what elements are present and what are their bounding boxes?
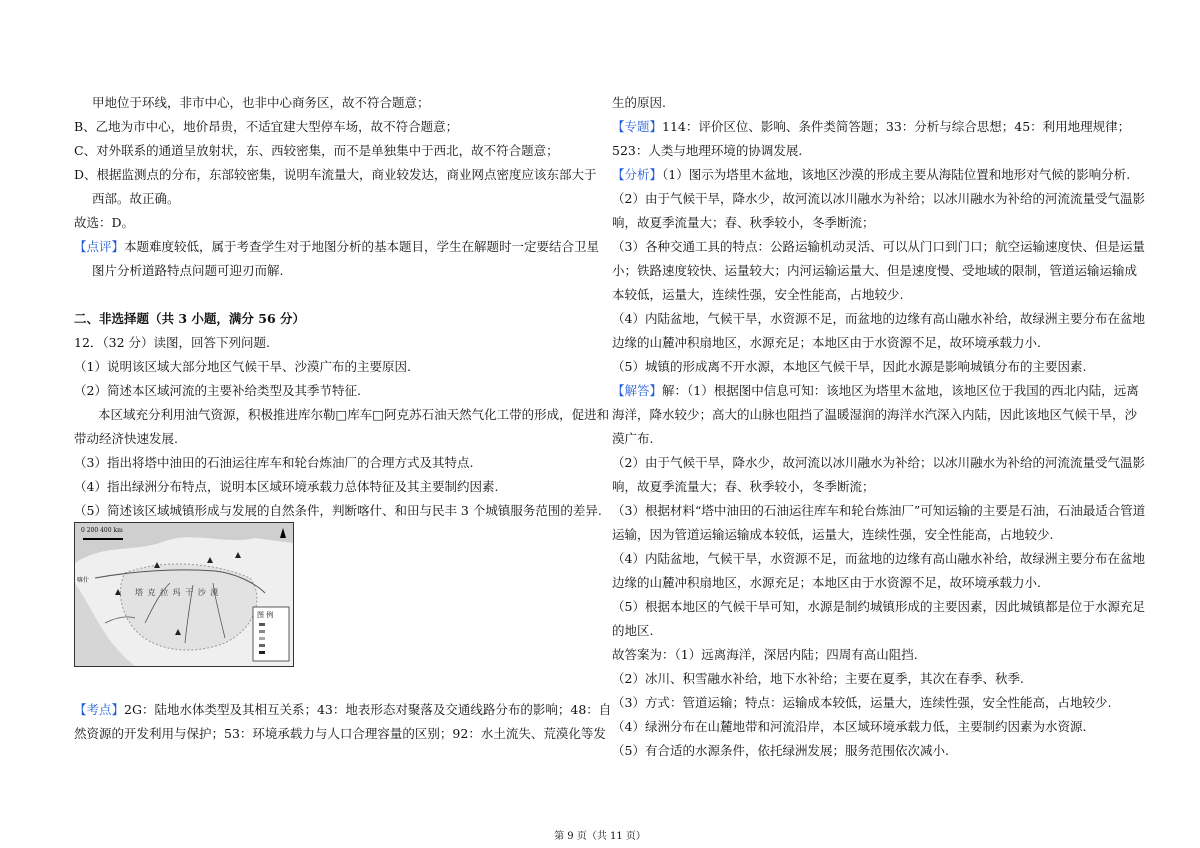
material-line1: 本区域充分利用油气资源，积极推进库尔勒□库车□阿克苏石油天然气化工带的形成，促进和 xyxy=(98,407,610,422)
material-line2: 带动经济快速发展. xyxy=(74,431,178,446)
kaodian-line1 xyxy=(74,702,611,718)
question-12-5: （5）简述该区域城镇形成与发展的自然条件，判断喀什、和田与民丰 3 个城镇服务范围的差异. xyxy=(74,503,602,518)
jieda-1c: 漠广布. xyxy=(612,431,654,446)
jieda-1b: 海洋，降水较少；高大的山脉也阻挡了温暖湿润的海洋水汽深入内陆，因此该地区气候干旱，沙 xyxy=(612,407,1138,422)
section-heading: 二、非选择题（共 3 小题，满分 56 分） xyxy=(74,311,306,326)
jieda-3b: 运输，因为管道运输运输成本较低，运量大，连续性强，安全性能高，占地较少. xyxy=(612,527,1054,542)
question-12: 12．（32 分）读图，回答下列问题. xyxy=(74,335,271,350)
page-footer: 第 9 页（共 11 页） xyxy=(554,831,646,842)
jieda-3a: （3）根据材料“塔中油田的石油运往库车和轮台炼油厂”可知运输的主要是石油，石油最适合管道 xyxy=(612,503,1146,518)
zhuanti-line1 xyxy=(612,119,1130,135)
fenxi-2b: 响，故夏季流量大；春、秋季较小，冬季断流； xyxy=(612,215,875,230)
question-12-3: （3）指出将塔中油田的石油运往库车和轮台炼油厂的合理方式及其特点. xyxy=(74,455,474,470)
zhuanti-tag: 【专题】 xyxy=(612,119,663,134)
question-12-1: （1）说明该区域大部分地区气候干旱、沙漠广布的主要原因. xyxy=(74,359,411,374)
question-12-2: （2）简述本区域河流的主要补给类型及其季节特征. xyxy=(74,383,361,398)
fenxi-4b: 边缘的山麓冲积扇地区，水源充足；本地区由于水资源不足，故环境承载力小. xyxy=(612,335,1041,350)
kaodian-text: 2G：陆地水体类型及其相互关系；43：地表形态对聚落及交通线路分布的影响；48：自 xyxy=(124,702,612,717)
fenxi-4a: （4）内陆盆地，气候干旱，水资源不足，而盆地的边缘有高山融水补给，故绿洲主要分布在盆地 xyxy=(612,311,1145,326)
tarim-basin-map xyxy=(74,522,294,667)
answer-summary: 故答案为：（1）远离海洋，深居内陆；四周有高山阻挡. xyxy=(612,647,918,662)
option-c: C、对外联系的通道呈放射状，东、西较密集，而不是单独集中于西北，故不符合题意； xyxy=(74,143,559,158)
fenxi-3c: 本较低，运量大，连续性强，安全性能高，占地较少. xyxy=(612,287,904,302)
answer-3: （3）方式：管道运输；特点：运输成本较低，运量大，连续性强，安全性能高，占地较少. xyxy=(612,695,1112,710)
option-a-continued: 甲地位于环线，非市中心，也非中心商务区，故不符合题意； xyxy=(92,95,430,110)
question-12-4: （4）指出绿洲分布特点，说明本区域环境承载力总体特征及其主要制约因素. xyxy=(74,479,499,494)
map-desert-label: 塔 克 拉 玛 干 沙 漠 xyxy=(135,588,220,597)
fenxi-3a: （3）各种交通工具的特点：公路运输机动灵活、可以从门口到门口；航空运输速度快、但是运量 xyxy=(612,239,1145,254)
fenxi-line1 xyxy=(612,167,1130,183)
jieda-4b: 边缘的山麓冲积扇地区，水源充足；本地区由于水资源不足，故环境承载力小. xyxy=(612,575,1041,590)
zhuanti-line2: 523：人类与地理环境的协调发展. xyxy=(612,143,803,158)
comment-tag: 【点评】 xyxy=(74,239,125,254)
fenxi-tag: 【分析】 xyxy=(612,167,663,182)
answer-choice: 故选：D。 xyxy=(74,215,135,230)
kaodian-tag: 【考点】 xyxy=(74,702,125,717)
option-d-line2: 西部。故正确。 xyxy=(92,191,180,206)
jieda-2b: 响，故夏季流量大；春、秋季较小，冬季断流； xyxy=(612,479,875,494)
jieda-2a: （2）由于气候干旱，降水少，故河流以冰川融水为补给；以冰川融水为补给的河流流量受气温影 xyxy=(612,455,1145,470)
map-scale-label: 0 200 400 km xyxy=(81,527,123,534)
fenxi-2a: （2）由于气候干旱，降水少，故河流以冰川融水为补给；以冰川融水为补给的河流流量受气温影 xyxy=(612,191,1145,206)
answer-2: （2）冰川、积雪融水补给，地下水补给；主要在夏季，其次在春季、秋季. xyxy=(612,671,1024,686)
zhuanti-text: 114：评价区位、影响、条件类简答题；33：分析与综合思想；45：利用地理规律； xyxy=(662,119,1131,134)
right-line-continued: 生的原因. xyxy=(612,95,666,110)
fenxi-3b: 小；铁路速度较快、运量较大；内河运输运量大、但是速度慢、受地域的限制，管道运输运输成 xyxy=(612,263,1138,278)
jieda-5a: （5）根据本地区的气候干旱可知，水源是制约城镇形成的主要因素，因此城镇都是位于水源充足 xyxy=(612,599,1145,614)
fenxi-5: （5）城镇的形成离不开水源，本地区气候干旱，因此水源是影响城镇分布的主要因素. xyxy=(612,359,1087,374)
jieda-text: 解：（1）根据图中信息可知：该地区为塔里木盆地，该地区位于我国的西北内陆，远离 xyxy=(662,383,1139,398)
jieda-5b: 的地区. xyxy=(612,623,654,638)
option-b: B、乙地为市中心，地价昂贵，不适宜建大型停车场，故不符合题意； xyxy=(74,119,459,134)
comment-line1 xyxy=(74,239,599,255)
option-d-line1: D、根据监测点的分布，东部较密集，说明车流量大，商业较发达，商业网点密度应该东部大于 xyxy=(74,167,597,182)
map-legend-title: 图 例 xyxy=(257,611,274,619)
comment-text: 本题难度较低，属于考查学生对于地图分析的基本题目，学生在解题时一定要结合卫星 xyxy=(124,239,600,254)
fenxi-text: （1）图示为塔里木盆地，该地区沙漠的形成主要从海陆位置和地形对气候的影响分析. xyxy=(662,167,1131,182)
jieda-line1 xyxy=(612,383,1139,399)
kaodian-line2: 然资源的开发利用与保护；53：环境承载力与人口合理容量的区别；92：水土流失、荒漠化等发 xyxy=(74,726,606,741)
map-kashi-label: 喀什 xyxy=(77,577,90,584)
comment-line2: 图片分析道路特点问题可迎刃而解. xyxy=(92,263,284,278)
answer-5: （5）有合适的水源条件，依托绿洲发展；服务范围依次减小. xyxy=(612,743,949,758)
answer-4: （4）绿洲分布在山麓地带和河流沿岸，本区域环境承载力低，主要制约因素为水资源. xyxy=(612,719,1087,734)
jieda-tag: 【解答】 xyxy=(612,383,663,398)
jieda-4a: （4）内陆盆地，气候干旱，水资源不足，而盆地的边缘有高山融水补给，故绿洲主要分布在盆地 xyxy=(612,551,1145,566)
